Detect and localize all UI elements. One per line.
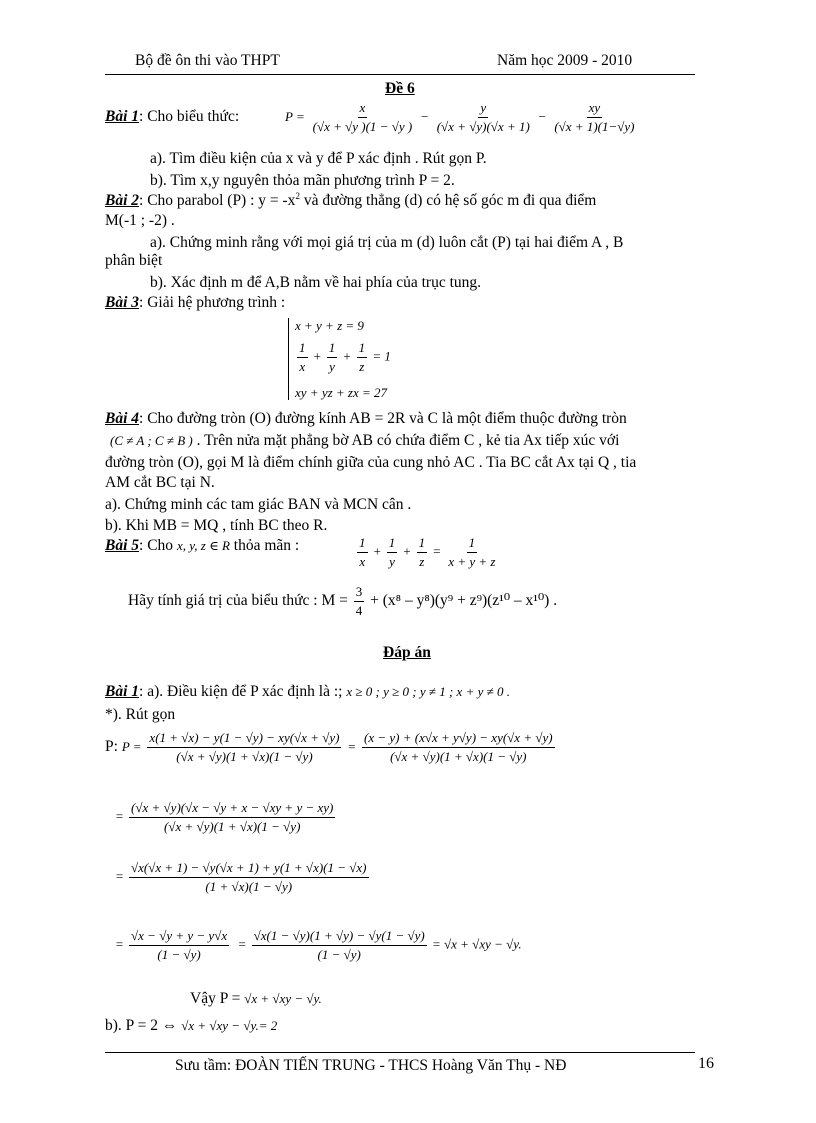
bai3-eq2: $\frac{1}{x}$ + $\frac{1}{y}$ + $\frac{1}{z}$ = 1 xyxy=(299,340,391,374)
bai1-a: a). Tìm điều kiện của x và y để P xác định . Rút gọn P. xyxy=(150,150,487,167)
step1-frac-a: $\frac{x(1 + √x) - y(1 - √y) - xy(√x + √y)}{(√x + √y)(1 + √x)(1 - √y)}$ xyxy=(149,730,340,764)
formula-lhs: P = xyxy=(285,109,305,125)
bai5-equation: $\frac{1}{x}$ + $\frac{1}{y}$ + $\frac{1}{z}$ = $\frac{1}{x + y + z}$ xyxy=(359,535,496,569)
bai2-a1: a). Chứng minh rằng với mọi giá trị của m (d) luôn cắt (P) tại hai điểm A , B xyxy=(150,234,624,251)
bai2-line1: Bài 2: Cho parabol (P) : $y = -x^2$ và đường thẳng (d) có hệ số góc m đi qua điểm xyxy=(105,190,597,209)
footer-text: Sưu tầm: ĐOÀN TIẾN TRUNG - THCS Hoàng Văn Thụ - NĐ xyxy=(175,1057,567,1074)
bai4-line4: AM cắt BC tại N. xyxy=(105,474,215,491)
bai3-label: Bài 3 xyxy=(105,294,140,311)
step3-row: = $\frac{√x(√x + 1) - √y(√x + 1) + y(1 + √x)(1 - √x)}{(1 + √x)(1 - √y)}$ xyxy=(115,860,367,894)
bai5-label: Bài 5 xyxy=(105,537,140,554)
page-number: 16 xyxy=(698,1055,714,1072)
step2-frac: $\frac{(√x + √y)(√x - √y + x - √xy + y - xy)}{(√x + √y)(1 + √x)(1 - √y)}$ xyxy=(131,800,334,834)
rut-gon: *). Rút gọn xyxy=(105,706,176,723)
step3-frac: $\frac{√x(√x + 1) - √y(√x + 1) + y(1 + √x)(1 - √x)}{(1 + √x)(1 - √y)}$ xyxy=(131,860,367,894)
answer-bai1-line: Bài 1: a). Điều kiện để P xác định là :; x ≥ 0 ; y ≥ 0 ; y ≠ 1 ; x + y ≠ 0 . xyxy=(105,683,511,700)
bai3-line: Bài 3: Giải hệ phương trình : xyxy=(105,294,286,311)
bai5-expression: Hãy tính giá trị của biểu thức : M = $\frac{3}{4}$ + (x⁸ – y⁸)(y⁹ + z⁹)(z¹⁰ – x¹⁰) . xyxy=(128,584,558,618)
bai4-b: b). Khi MB = MQ , tính BC theo R. xyxy=(105,517,328,534)
formula-term3: $\frac{xy}{(√x + 1)(1-√y)}$ xyxy=(554,100,635,134)
bai3-eq3: xy + yz + zx = 27 xyxy=(295,385,388,400)
footer-rule xyxy=(105,1052,695,1053)
bai2-line2: M(-1 ; -2) . xyxy=(105,212,175,229)
exam-title: Đề 6 xyxy=(385,80,415,97)
bai1-line xyxy=(105,108,239,126)
bai4-line3: đường tròn (O), gọi M là điểm chính giữa của cung nhỏ AC . Tia BC cắt Ax tại Q , tia xyxy=(105,454,637,471)
answer-b: b). P = 2 ⇔ √x + √xy − √y.= 2 xyxy=(105,1017,278,1034)
header-rule xyxy=(105,74,695,75)
bai4-a: a). Chứng minh các tam giác BAN và MCN cân . xyxy=(105,496,412,513)
conclusion: Vậy P = √x + √xy − √y. xyxy=(190,990,322,1007)
bai2-b: b). Xác định m để A,B nằm về hai phía của trục tung. xyxy=(150,274,482,291)
answer-title: Đáp án xyxy=(383,644,431,661)
step4-row: = $\frac{√x - √y + y - y√x}{(1 - √y)}$ = $\frac{√x(1 - √y)(1 + √y) - √y(1 - √y)}{(1 - √y)}$ = √x + √xy − √y. xyxy=(115,928,522,962)
system-brace xyxy=(288,318,289,400)
bai2-a2: phân biệt xyxy=(105,252,163,269)
header-right: Năm học 2009 - 2010 xyxy=(497,52,633,69)
step4-frac-a: $\frac{√x - √y + y - y√x}{(1 - √y)}$ xyxy=(131,928,228,962)
bai5-line: Bài 5: Cho x, y, z ∈ R thỏa mãn : xyxy=(105,537,300,554)
step4-frac-b: $\frac{√x(1 - √y)(1 + √y) - √y(1 - √y)}{(1 - √y)}$ xyxy=(253,928,425,962)
bai4-line2: (C ≠ A ; C ≠ B ) . Trên nửa mặt phẳng bờ AB có chứa điểm C , kẻ tia Ax tiếp xúc với xyxy=(110,432,620,449)
formula-term2: $\frac{y}{(√x + √y)(√x + 1)}$ xyxy=(436,100,530,134)
bai1-b: b). Tìm x,y nguyên thỏa mãn phương trình P = 2. xyxy=(150,172,455,189)
bai4-label: Bài 4 xyxy=(105,410,140,427)
bai2-label: Bài 2 xyxy=(105,192,140,209)
step2-row: = $\frac{(√x + √y)(√x - √y + x - √xy + y - xy)}{(√x + √y)(1 + √x)(1 - √y)}$ xyxy=(115,800,334,834)
bai1-intro: : Cho biểu thức: xyxy=(139,108,240,125)
step1-row: P: P = $\frac{x(1 + √x) - y(1 - √y) - xy(√x + √y)}{(√x + √y)(1 + √x)(1 - √y)}$ = $\frac{(x - y) + (x√x + y√y) - xy(√x + √y)}{(√x + √y)(1 + √x)(1 - √y)}$ xyxy=(105,730,553,764)
bai4-line1: Bài 4: Cho đường tròn (O) đường kính AB = 2R và C là một điểm thuộc đường tròn xyxy=(105,410,627,427)
header-left: Bộ đề ôn thi vào THPT xyxy=(135,52,280,69)
bai1-label: Bài 1 xyxy=(105,108,140,125)
bai1-formula: P = $\frac{x}{(√x + √y )(1 - √y )}$ − $\frac{y}{(√x + √y)(√x + 1)}$ − $\frac{xy}{(√x + 1)(1-√y)}$ xyxy=(285,100,635,134)
step1-frac-b: $\frac{(x - y) + (x√x + y√y) - xy(√x + √y)}{(√x + √y)(1 + √x)(1 - √y)}$ xyxy=(364,730,553,764)
answer-bai1-label: Bài 1 xyxy=(105,683,140,700)
formula-term1: $\frac{x}{(√x + √y )(1 - √y )}$ xyxy=(312,100,413,134)
bai3-eq1: x + y + z = 9 xyxy=(295,318,364,333)
